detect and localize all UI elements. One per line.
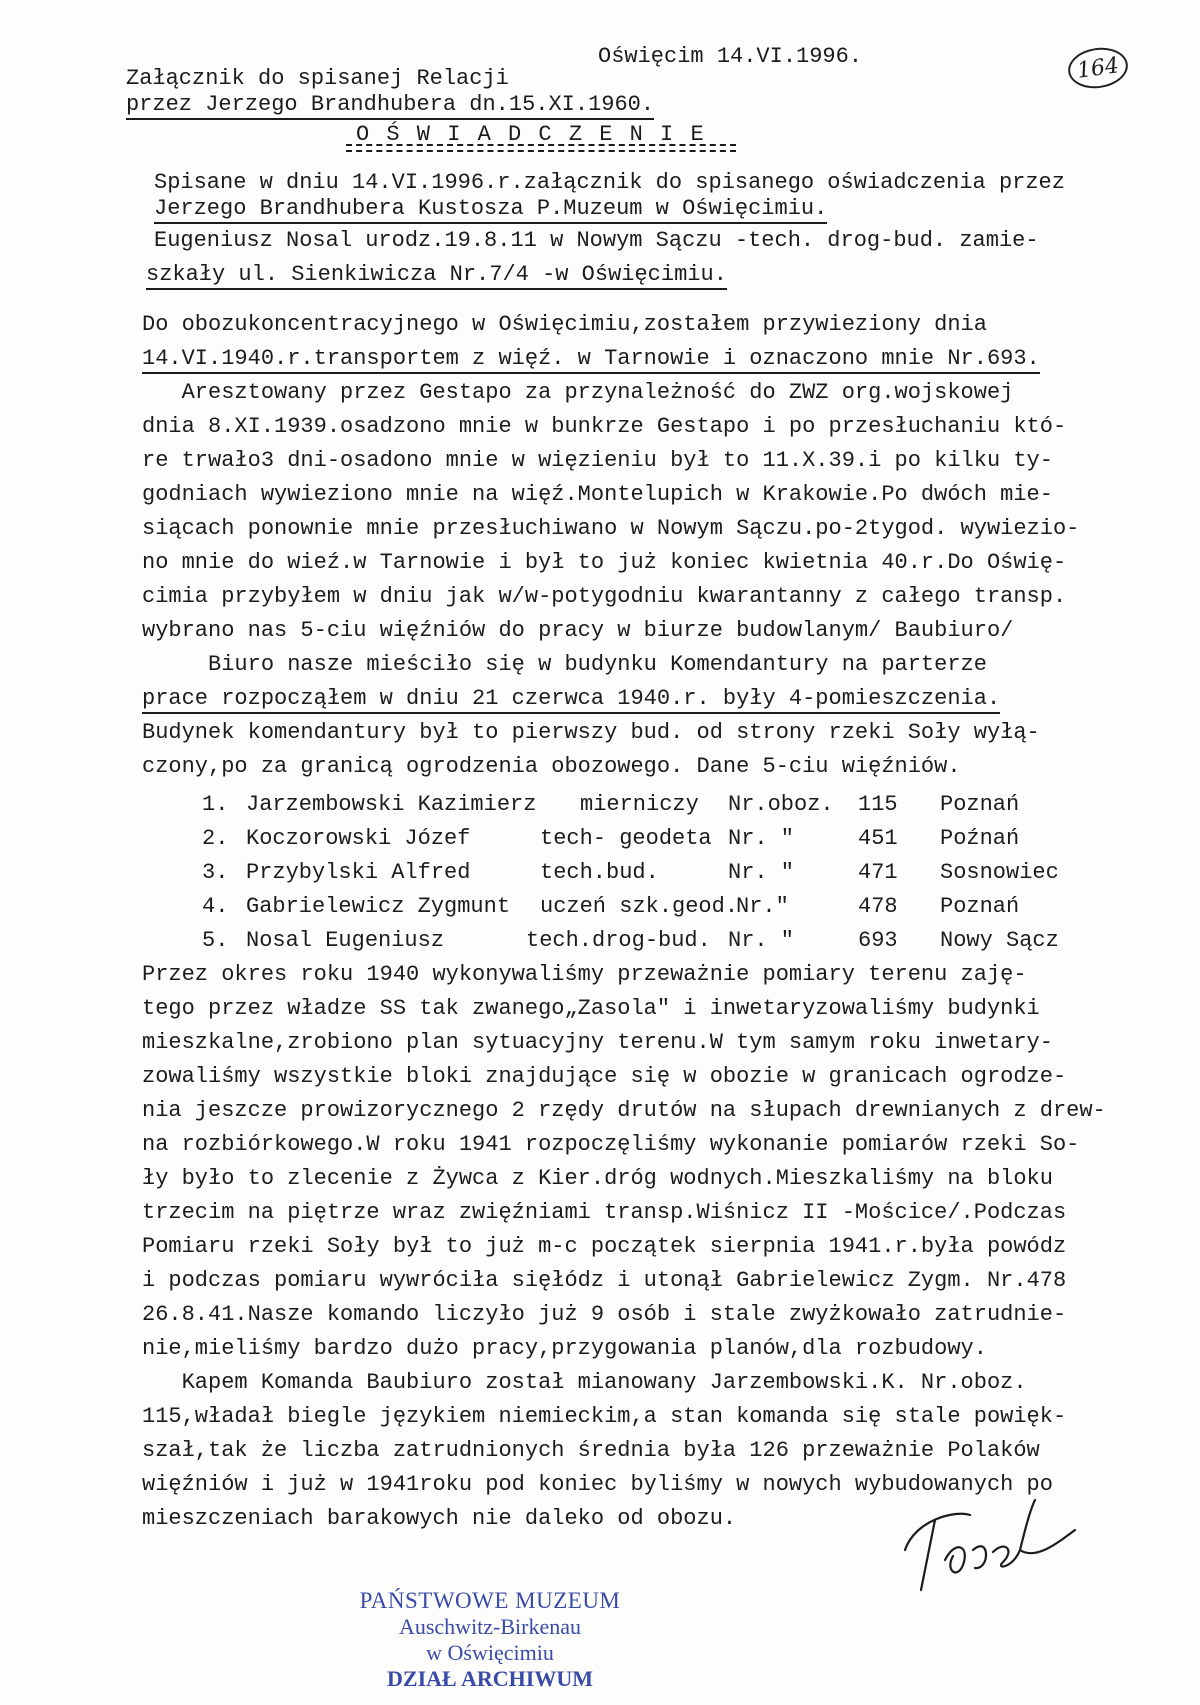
text-line: tego przez władze SS tak zwanego„Zasola" i inwetaryzowaliśmy budynki: [142, 996, 1040, 1021]
prisoner-name: Koczorowski Józef: [246, 826, 471, 851]
prisoner-no: 5.: [202, 928, 229, 953]
intro-line: szkały ul. Sienkiwicza Nr.7/4 -w Oświęcimiu.: [146, 262, 727, 290]
text-line: zowaliśmy wszystkie bloki znajdujące się w obozie w granicach ogrodze-: [142, 1064, 1067, 1089]
prisoner-nr-label: Nr. ": [728, 860, 795, 885]
prisoner-number: 471: [858, 860, 898, 885]
prisoner-number: 478: [858, 894, 898, 919]
text-line: Aresztowany przez Gestapo za przynależność do ZWZ org.wojskowej: [142, 380, 1014, 405]
prisoner-nr-label: Nr.oboz.: [728, 792, 834, 817]
text-line: Przez okres roku 1940 wykonywaliśmy przeważnie pomiary terenu zaję-: [142, 962, 1027, 987]
prisoner-nr-label: Nr.": [736, 894, 789, 919]
prisoner-number: 693: [858, 928, 898, 953]
prisoner-row: [0, 826, 1020, 852]
prisoner-row: [0, 860, 1059, 886]
stamp-line: Auschwitz-Birkenau: [398, 1614, 582, 1639]
attachment-line-1: Załącznik do spisanej Relacji: [126, 66, 509, 91]
prisoner-number: 115: [858, 792, 898, 817]
prisoner-city: Poznań: [940, 894, 1020, 919]
text-line: na rozbiórkowego.W roku 1941 rozpoczęliśmy wykonanie pomiarów rzeki So-: [142, 1132, 1080, 1157]
stamp-line: DZIAŁ ARCHIWUM: [387, 1666, 593, 1691]
place-date: Oświęcim 14.VI.1996.: [598, 44, 863, 69]
text-line: więźniów i już w 1941roku pod koniec byliśmy w nowych wybudowanych po: [142, 1472, 1053, 1497]
prisoner-row: [0, 928, 1059, 954]
text-line: nie,mieliśmy bardzo dużo pracy,przygowania planów,dla rozbudowy.: [142, 1336, 987, 1361]
prisoner-number: 451: [858, 826, 898, 851]
text-line: godniach wywieziono mnie na więź.Montelupich w Krakowie.Po dwóch mie-: [142, 482, 1053, 507]
text-line: re trwało3 dni-osadono mnie w więzieniu był to 11.X.39.i po kilku ty-: [142, 448, 1053, 473]
prisoner-city: Poźnań: [940, 826, 1020, 851]
prisoner-name: Przybylski Alfred: [246, 860, 471, 885]
prisoner-no: 4.: [202, 894, 229, 919]
text-line: czony,po za granicą ogrodzenia obozowego. Dane 5-ciu więźniów.: [142, 754, 961, 779]
text-line: mieszczeniach barakowych nie daleko od obozu.: [142, 1506, 737, 1531]
text-line: Budynek komendantury był to pierwszy bud. od strony rzeki Soły wyłą-: [142, 720, 1040, 745]
prisoner-no: 3.: [202, 860, 229, 885]
prisoner-nr-label: Nr. ": [728, 826, 795, 851]
text-line: nia jeszcze prowizorycznego 2 rzędy drutów na słupach drewnianych z drew-: [142, 1098, 1106, 1123]
prisoner-city: Nowy Sącz: [940, 928, 1059, 953]
intro-line: Spisane w dniu 14.VI.1996.r.załącznik do spisanego oświadczenia przez: [154, 170, 1065, 195]
archive-stamp: [340, 1588, 640, 1692]
attachment-line-2: przez Jerzego Brandhubera dn.15.XI.1960.: [126, 92, 654, 120]
document-title: O Ś W I A D C Z E N I E: [356, 122, 706, 147]
text-line: Kapem Komanda Baubiuro został mianowany Jarzembowski.K. Nr.oboz.: [142, 1370, 1027, 1395]
text-line: wybrano nas 5-ciu więźniów do pracy w biurze budowlanym/ Baubiuro/: [142, 618, 1014, 643]
prisoner-profession: tech- geodeta: [540, 826, 712, 851]
prisoner-name: Nosal Eugeniusz: [246, 928, 445, 953]
prisoner-name: Jarzembowski Kazimierz: [246, 792, 537, 817]
text-line: cimia przybyłem w dniu jak w/w-potygodniu kwarantanny z całego transp.: [142, 584, 1067, 609]
prisoner-city: Sosnowiec: [940, 860, 1059, 885]
intro-line: Eugeniusz Nosal urodz.19.8.11 w Nowym Sączu -tech. drog-bud. zamie-: [154, 228, 1039, 253]
text-line: Do obozukoncentracyjnego w Oświęcimiu,zostałem przywieziony dnia: [142, 312, 987, 337]
title-underline-2: [346, 150, 736, 152]
prisoner-profession: tech.drog-bud.: [526, 928, 711, 953]
prisoner-city: Poznań: [940, 792, 1020, 817]
text-line: Biuro nasze mieściło się w budynku Komendantury na parterze: [142, 652, 987, 677]
text-line: dnia 8.XI.1939.osadzono mnie w bunkrze Gestapo i po przesłuchaniu któ-: [142, 414, 1067, 439]
signature: [895, 1490, 1085, 1600]
prisoner-no: 2.: [202, 826, 229, 851]
text-line: szał,tak że liczba zatrudnionych średnia była 126 przeważnie Polaków: [142, 1438, 1040, 1463]
text-line: 14.VI.1940.r.transportem z więź. w Tarnowie i oznaczono mnie Nr.693.: [142, 346, 1040, 374]
text-line: mieszkalne,zrobiono plan sytuacyjny terenu.W tym samym roku inwetary-: [142, 1030, 1053, 1055]
prisoner-profession: uczeń szk.geod.: [540, 894, 739, 919]
text-line: trzecim na piętrze wraz zwięźniami transp.Wiśnicz II -Mościce/.Podczas: [142, 1200, 1067, 1225]
title-underline: [346, 144, 736, 146]
stamp-line: w Oświęcimiu: [426, 1640, 554, 1665]
prisoner-name: Gabrielewicz Zygmunt: [246, 894, 511, 919]
page-number-circle: 164: [1066, 44, 1131, 92]
text-line: ły było to zlecenie z Żywca z Kier.dróg wodnych.Mieszkaliśmy na bloku: [142, 1166, 1053, 1191]
intro-line: Jerzego Brandhubera Kustosza P.Muzeum w Oświęcimiu.: [154, 196, 827, 224]
prisoner-row: [0, 894, 1020, 920]
prisoner-no: 1.: [202, 792, 229, 817]
prisoner-profession: mierniczy: [580, 792, 699, 817]
text-line: i podczas pomiaru wywróciła sięłódz i utonął Gabrielewicz Zygm. Nr.478: [142, 1268, 1067, 1293]
text-line: siącach ponownie mnie przesłuchiwano w Nowym Sączu.po-2tygod. wywiezio-: [142, 516, 1080, 541]
prisoner-nr-label: Nr. ": [728, 928, 795, 953]
text-line: 115,władał biegle językiem niemieckim,a stan komanda się stale powięk-: [142, 1404, 1067, 1429]
text-line: Pomiaru rzeki Soły był to już m-c początek sierpnia 1941.r.była powódz: [142, 1234, 1067, 1259]
prisoner-profession: tech.bud.: [540, 860, 659, 885]
text-line: prace rozpocząłem w dniu 21 czerwca 1940.r. były 4-pomieszczenia.: [142, 686, 1000, 714]
stamp-line: PAŃSTWOWE MUZEUM: [359, 1588, 621, 1613]
text-line: 26.8.41.Nasze komando liczyło już 9 osób i stale zwyżkowało zatrudnie-: [142, 1302, 1067, 1327]
prisoner-row: [0, 792, 1020, 818]
text-line: no mnie do wieź.w Tarnowie i był to już koniec kwietnia 40.r.Do Oświę-: [142, 550, 1067, 575]
